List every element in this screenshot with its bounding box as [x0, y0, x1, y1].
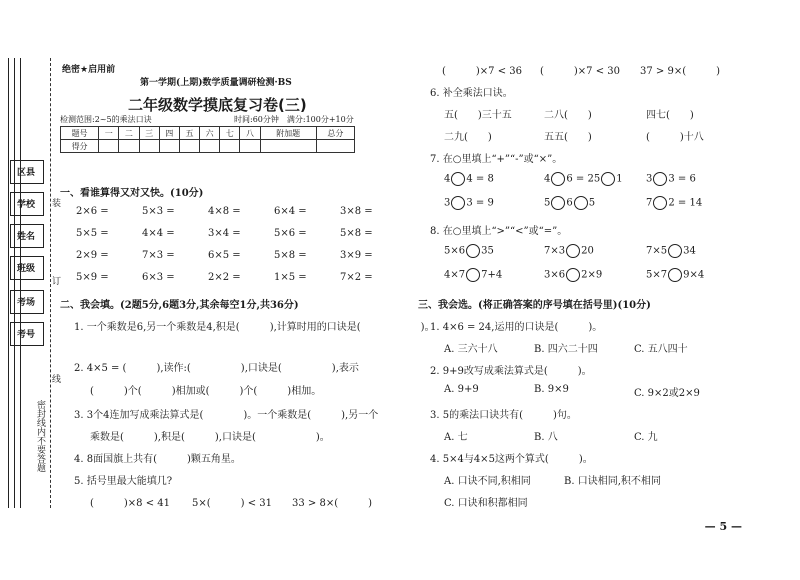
calc-item: 6×5 =	[208, 250, 241, 261]
calc-item: 5×9 =	[76, 272, 109, 283]
choice-option: C. 口诀和积都相同	[444, 498, 528, 509]
question-2-8: 8. 在○里填上“>”“<”或“=”。	[430, 226, 568, 237]
question-2-1: 1. 一个乘数是6,另一个乘数是4,积是( ),计算时用的口诀是( )。	[74, 322, 435, 333]
choice-question-3: 3. 5的乘法口诀共有( )句。	[430, 410, 577, 421]
q7-item	[444, 196, 494, 210]
blank-circle	[653, 172, 667, 186]
q7-operand: 3	[444, 197, 451, 209]
q7-item	[444, 172, 494, 186]
question-2-2b: ( )个( )相加或( )个( )相加。	[90, 386, 322, 397]
score-cell: 七	[220, 127, 240, 140]
field-label-name: 姓名	[16, 232, 35, 242]
score-cell: 总分	[316, 127, 354, 140]
score-table	[60, 126, 355, 153]
calc-item: 5×5 =	[76, 228, 109, 239]
page-number: — 5 —	[704, 520, 742, 533]
score-input-cell	[119, 140, 139, 153]
q8-operand: 4×7	[444, 269, 466, 281]
choice-option: C. 九	[634, 432, 658, 443]
choice-option: A. 9+9	[444, 384, 479, 395]
q7-item	[544, 172, 623, 186]
question-2-3b: 乘数是( ),积是( ),口诀是( )。	[90, 432, 330, 443]
choice-option: B. 四六二十四	[534, 344, 598, 355]
question-2-3a: 3. 3个4连加写成乘法算式是( )。一个乘数是( ),另一个	[74, 410, 379, 421]
q8-operand: 5×7	[646, 269, 668, 281]
choice-option: A. 口诀不同,积相同	[444, 476, 531, 487]
q8-item	[646, 268, 704, 282]
binding-mark-ding: 订	[52, 277, 62, 287]
question-2-2a: 2. 4×5 = ( ),读作:( ),口诀是( ),表示	[74, 363, 359, 374]
blank-circle	[668, 244, 682, 258]
choice-option: B. 八	[534, 432, 558, 443]
score-input-cell	[200, 140, 220, 153]
exam-time: 时间:60分钟 满分:100分+10分	[234, 115, 354, 124]
blank-circle	[653, 196, 667, 210]
calc-item: 3×8 =	[340, 206, 373, 217]
score-input-cell	[220, 140, 240, 153]
blank-circle	[451, 172, 465, 186]
q8-operand: 3×6	[544, 269, 566, 281]
blank-circle	[466, 268, 480, 282]
blank-circle	[668, 268, 682, 282]
binding-line-outer	[8, 58, 9, 508]
q5-item: ( )×7 < 30	[540, 66, 621, 77]
section3-title: 三、我会选。(将正确答案的序号填在括号里)(10分)	[418, 300, 651, 311]
q7-operand: 6 = 25	[566, 173, 601, 185]
calc-item: 5×8 =	[340, 228, 373, 239]
section2-title: 二、我会填。(2题5分,6题3分,其余每空1分,共36分)	[60, 300, 299, 311]
q7-operand: 4	[444, 173, 451, 185]
binding-mark-zhuang: 装	[52, 199, 62, 209]
field-label-class: 班级	[16, 264, 35, 274]
calc-item: 5×3 =	[142, 206, 175, 217]
score-input-cell	[139, 140, 159, 153]
blank-circle	[574, 196, 588, 210]
calc-item: 1×5 =	[274, 272, 307, 283]
choice-option: C. 五八四十	[634, 344, 688, 355]
q7-operand: 4	[544, 173, 551, 185]
secret-label: 绝密★启用前	[62, 65, 116, 75]
q5-item: 5×( ) < 31	[192, 498, 273, 509]
calc-item: 7×2 =	[340, 272, 373, 283]
q6-item: 五五( )	[544, 132, 592, 143]
blank-circle	[551, 196, 565, 210]
q7-item	[646, 172, 696, 186]
q8-operand: 7×5	[646, 245, 668, 257]
score-table-score-row	[61, 140, 355, 153]
q7-operand: 7	[646, 197, 653, 209]
q7-operand: 5	[544, 197, 551, 209]
binding-warning: 密封线内不要答题	[35, 400, 45, 472]
question-2-5: 5. 括号里最大能填几?	[74, 476, 173, 487]
q5-item: 37 > 9×( )	[640, 66, 721, 77]
score-cell: 四	[159, 127, 179, 140]
calc-item: 2×6 =	[76, 206, 109, 217]
field-label-district: 区县	[16, 168, 35, 178]
score-input-cell	[179, 140, 199, 153]
calc-item: 2×2 =	[208, 272, 241, 283]
q5-item: ( )×8 < 41	[90, 498, 171, 509]
question-2-4: 4. 8面国旗上共有( )颗五角星。	[74, 454, 241, 465]
q6-item: 五( )三十五	[444, 110, 512, 121]
choice-option: A. 三六十八	[444, 344, 498, 355]
exam-scope: 检测范围:2~5的乘法口诀	[60, 115, 152, 124]
blank-circle	[601, 172, 615, 186]
q8-operand: 2×9	[581, 269, 603, 281]
score-cell: 附加题	[260, 127, 316, 140]
score-input-cell	[260, 140, 316, 153]
calc-item: 2×9 =	[76, 250, 109, 261]
score-input-cell	[316, 140, 354, 153]
score-cell: 八	[240, 127, 260, 140]
q8-operand: 9×4	[683, 269, 705, 281]
score-cell: 二	[119, 127, 139, 140]
blank-circle	[551, 172, 565, 186]
section1-title: 一、看谁算得又对又快。(10分)	[60, 188, 204, 199]
q8-item	[444, 268, 502, 282]
calc-item: 6×4 =	[274, 206, 307, 217]
score-input-cell	[240, 140, 260, 153]
score-cell: 六	[200, 127, 220, 140]
q5-item: 33 > 8×( )	[292, 498, 373, 509]
exam-title: 二年级数学摸底复习卷(三)	[128, 96, 307, 114]
q7-operand: 6	[566, 197, 573, 209]
score-input-cell	[159, 140, 179, 153]
field-label-room: 考场	[16, 298, 35, 308]
q6-item: ( )十八	[646, 132, 704, 143]
field-label-number: 考号	[16, 330, 35, 340]
calc-item: 3×4 =	[208, 228, 241, 239]
score-cell: 五	[179, 127, 199, 140]
binding-line-outer-2	[14, 58, 15, 508]
q7-item	[544, 196, 595, 210]
blank-circle	[566, 268, 580, 282]
calc-item: 5×6 =	[274, 228, 307, 239]
q7-operand: 4 = 8	[466, 173, 494, 185]
q7-operand: 3	[646, 173, 653, 185]
blank-circle	[466, 244, 480, 258]
q7-operand: 5	[588, 197, 596, 209]
q6-item: 二九( )	[444, 132, 492, 143]
binding-mark-xian: 线	[52, 375, 62, 385]
blank-circle	[566, 244, 580, 258]
q7-operand: 2 = 14	[668, 197, 703, 209]
calc-item: 4×8 =	[208, 206, 241, 217]
q8-item	[444, 244, 494, 258]
choice-option: C. 9×2或2×9	[634, 388, 700, 399]
calc-item: 4×4 =	[142, 228, 175, 239]
calc-item: 3×9 =	[340, 250, 373, 261]
q5-item: ( )×7 < 36	[442, 66, 523, 77]
choice-question-2: 2. 9+9改写成乘法算式是( )。	[430, 366, 592, 377]
q7-operand: 3 = 9	[466, 197, 494, 209]
calc-item: 5×8 =	[274, 250, 307, 261]
score-cell: 一	[99, 127, 119, 140]
q7-operand: 3 = 6	[668, 173, 696, 185]
score-cell: 三	[139, 127, 159, 140]
choice-question-4: 4. 5×4与4×5这两个算式( )。	[430, 454, 593, 465]
q8-item	[544, 244, 594, 258]
score-table-header-row	[61, 127, 355, 140]
field-label-school: 学校	[16, 200, 35, 210]
score-cell: 题号	[61, 127, 99, 140]
q8-item	[646, 244, 696, 258]
q7-operand: 1	[616, 173, 623, 185]
q8-item	[544, 268, 602, 282]
q8-operand: 7×3	[544, 245, 566, 257]
q6-item: 四七( )	[646, 110, 694, 121]
choice-option: A. 七	[444, 432, 468, 443]
binding-line-dashed	[50, 58, 51, 508]
choice-option: B. 口诀相同,积不相同	[564, 476, 661, 487]
q8-operand: 34	[683, 245, 696, 257]
q8-operand: 35	[481, 245, 494, 257]
blank-circle	[451, 196, 465, 210]
exam-subtitle: 第一学期(上期)数学质量调研检测·BS	[140, 78, 292, 88]
binding-line-outer-3	[20, 58, 21, 508]
q8-operand: 20	[581, 245, 594, 257]
question-2-6: 6. 补全乘法口诀。	[430, 88, 513, 99]
q7-item	[646, 196, 702, 210]
choice-option: B. 9×9	[534, 384, 569, 395]
q6-item: 二八( )	[544, 110, 592, 121]
question-2-7: 7. 在○里填上“+”“-”或“×”。	[430, 154, 563, 165]
choice-question-1: 1. 4×6 = 24,运用的口诀是( )。	[430, 322, 603, 333]
q8-operand: 5×6	[444, 245, 466, 257]
calc-item: 7×3 =	[142, 250, 175, 261]
q8-operand: 7+4	[481, 269, 503, 281]
score-input-cell	[99, 140, 119, 153]
calc-item: 6×3 =	[142, 272, 175, 283]
score-cell: 得分	[61, 140, 99, 153]
